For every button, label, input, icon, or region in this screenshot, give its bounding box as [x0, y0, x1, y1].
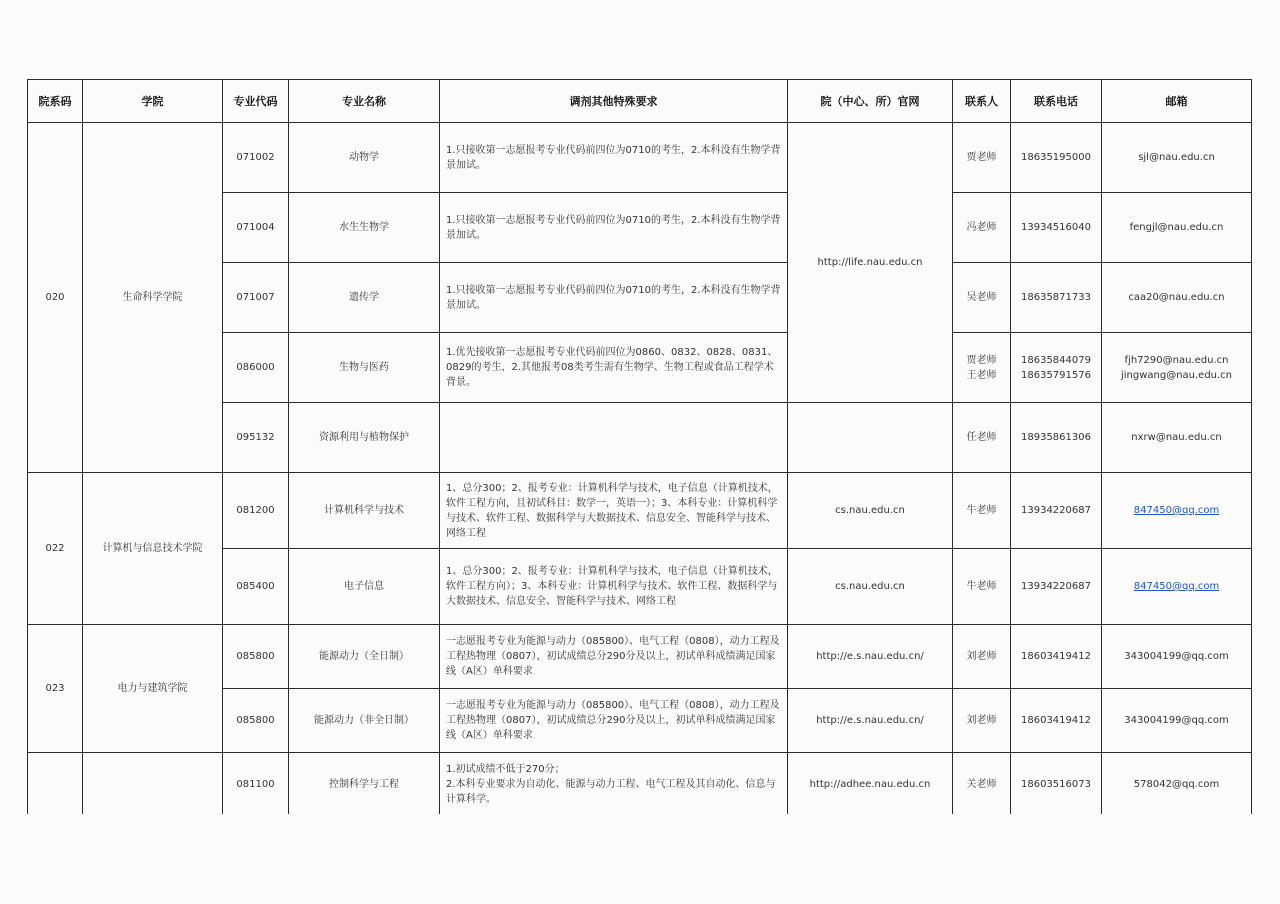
phone-cell: 13934220687 [1011, 549, 1102, 625]
contact-cell: 贾老师 王老师 [953, 333, 1011, 403]
email-cell: 343004199@qq.com [1102, 689, 1252, 753]
email-cell: caa20@nau.edu.cn [1102, 263, 1252, 333]
col-header-contact: 联系人 [953, 80, 1011, 123]
contact-cell: 牛老师 [953, 473, 1011, 549]
col-header-email: 邮箱 [1102, 80, 1252, 123]
major-name-cell: 遗传学 [289, 263, 440, 333]
major-name-cell: 能源动力（全日制） [289, 625, 440, 689]
major-name-cell: 资源利用与植物保护 [289, 403, 440, 473]
phone-cell: 18603419412 [1011, 689, 1102, 753]
major-name-cell: 电子信息 [289, 549, 440, 625]
contact-cell: 刘老师 [953, 625, 1011, 689]
contact-cell: 刘老师 [953, 689, 1011, 753]
email-cell: fengjl@nau.edu.cn [1102, 193, 1252, 263]
requirement-cell: 1.优先接收第一志愿报考专业代码前四位为0860、0832、0828、0831、0829的考生，2.其他报考08类考生需有生物学、生物工程或食品工程学术背景。 [440, 333, 788, 403]
website-cell [788, 403, 953, 473]
website-cell: cs.nau.edu.cn [788, 473, 953, 549]
email-cell [1102, 473, 1252, 549]
email-cell: 578042@qq.com [1102, 753, 1252, 817]
phone-cell: 18603419412 [1011, 625, 1102, 689]
page-bottom-area [0, 814, 1280, 904]
dept-code-cell: 022 [28, 473, 83, 625]
requirement-cell: 一志愿报考专业为能源与动力（085800）、电气工程（0808），动力工程及工程热物理（0807），初试成绩总分290分及以上，初试单科成绩满足国家线（A区）单科要求 [440, 689, 788, 753]
email-cell: fjh7290@nau.edu.cn jingwang@nau.edu.cn [1102, 333, 1252, 403]
dept-code-cell: 023 [28, 625, 83, 753]
contact-cell: 贾老师 [953, 123, 1011, 193]
email-cell: sjl@nau.edu.cn [1102, 123, 1252, 193]
major-code-cell: 071007 [223, 263, 289, 333]
contact-cell: 吴老师 [953, 263, 1011, 333]
email-link[interactable]: 847450@qq.com [1133, 505, 1220, 516]
table-row [28, 625, 1252, 689]
col-header-phone: 联系电话 [1011, 80, 1102, 123]
contact-cell: 任老师 [953, 403, 1011, 473]
major-code-cell: 085800 [223, 689, 289, 753]
major-code-cell: 071002 [223, 123, 289, 193]
major-name-cell: 生物与医药 [289, 333, 440, 403]
col-header-major-name: 专业名称 [289, 80, 440, 123]
requirement-cell [440, 403, 788, 473]
requirement-cell: 1.只接收第一志愿报考专业代码前四位为0710的考生，2.本科没有生物学背景加试。 [440, 263, 788, 333]
requirement-cell: 一志愿报考专业为能源与动力（085800）、电气工程（0808），动力工程及工程热物理（0807），初试成绩总分290分及以上，初试单科成绩满足国家线（A区）单科要求 [440, 625, 788, 689]
adjustment-table [27, 79, 1252, 817]
requirement-cell: 1.初试成绩不低于270分； 2.本科专业要求为自动化、能源与动力工程、电气工程及其自动化、信息与计算科学。 [440, 753, 788, 817]
college-cell: 电力与建筑学院 [83, 625, 223, 753]
col-header-dept-code: 院系码 [28, 80, 83, 123]
phone-cell: 18635871733 [1011, 263, 1102, 333]
college-cell: 生命科学学院 [83, 123, 223, 473]
website-cell: cs.nau.edu.cn [788, 549, 953, 625]
header-row [28, 80, 1252, 123]
phone-cell: 18635195000 [1011, 123, 1102, 193]
phone-cell: 13934516040 [1011, 193, 1102, 263]
email-link[interactable]: 847450@qq.com [1133, 581, 1220, 592]
major-code-cell: 095132 [223, 403, 289, 473]
major-code-cell: 081200 [223, 473, 289, 549]
table-row [28, 473, 1252, 549]
table-row [28, 123, 1252, 193]
website-cell: http://e.s.nau.edu.cn/ [788, 625, 953, 689]
requirement-cell: 1、总分300；2、报考专业：计算机科学与技术，电子信息（计算机技术，软件工程方向，且初试科目：数学一，英语一）；3、本科专业：计算机科学与技术、软件工程、数据科学与大数据技术、信息安全、智能科学与技术、网络工程 [440, 473, 788, 549]
major-code-cell: 085400 [223, 549, 289, 625]
website-cell: http://e.s.nau.edu.cn/ [788, 689, 953, 753]
contact-cell: 牛老师 [953, 549, 1011, 625]
col-header-college: 学院 [83, 80, 223, 123]
dept-code-cell: 020 [28, 123, 83, 473]
requirement-cell: 1.只接收第一志愿报考专业代码前四位为0710的考生，2.本科没有生物学背景加试。 [440, 123, 788, 193]
major-code-cell: 085800 [223, 625, 289, 689]
requirement-cell: 1.只接收第一志愿报考专业代码前四位为0710的考生，2.本科没有生物学背景加试。 [440, 193, 788, 263]
phone-cell: 13934220687 [1011, 473, 1102, 549]
email-cell [1102, 549, 1252, 625]
website-cell: http://adhee.nau.edu.cn [788, 753, 953, 817]
contact-cell: 冯老师 [953, 193, 1011, 263]
website-cell: http://life.nau.edu.cn [788, 123, 953, 403]
contact-cell: 关老师 [953, 753, 1011, 817]
col-header-website: 院（中心、所）官网 [788, 80, 953, 123]
college-cell [83, 753, 223, 817]
major-code-cell: 081100 [223, 753, 289, 817]
major-name-cell: 动物学 [289, 123, 440, 193]
table-row [28, 753, 1252, 817]
phone-cell: 18603516073 [1011, 753, 1102, 817]
major-code-cell: 086000 [223, 333, 289, 403]
email-cell: nxrw@nau.edu.cn [1102, 403, 1252, 473]
college-cell: 计算机与信息技术学院 [83, 473, 223, 625]
dept-code-cell [28, 753, 83, 817]
email-cell: 343004199@qq.com [1102, 625, 1252, 689]
requirement-cell: 1、总分300；2、报考专业：计算机科学与技术，电子信息（计算机技术，软件工程方向）；3、本科专业：计算机科学与技术、软件工程、数据科学与大数据技术、信息安全、智能科学与技术、网络工程 [440, 549, 788, 625]
col-header-requirements: 调剂其他特殊要求 [440, 80, 788, 123]
major-name-cell: 控制科学与工程 [289, 753, 440, 817]
phone-cell: 18935861306 [1011, 403, 1102, 473]
col-header-major-code: 专业代码 [223, 80, 289, 123]
phone-cell: 18635844079 18635791576 [1011, 333, 1102, 403]
major-name-cell: 计算机科学与技术 [289, 473, 440, 549]
major-code-cell: 071004 [223, 193, 289, 263]
major-name-cell: 水生生物学 [289, 193, 440, 263]
major-name-cell: 能源动力（非全日制） [289, 689, 440, 753]
